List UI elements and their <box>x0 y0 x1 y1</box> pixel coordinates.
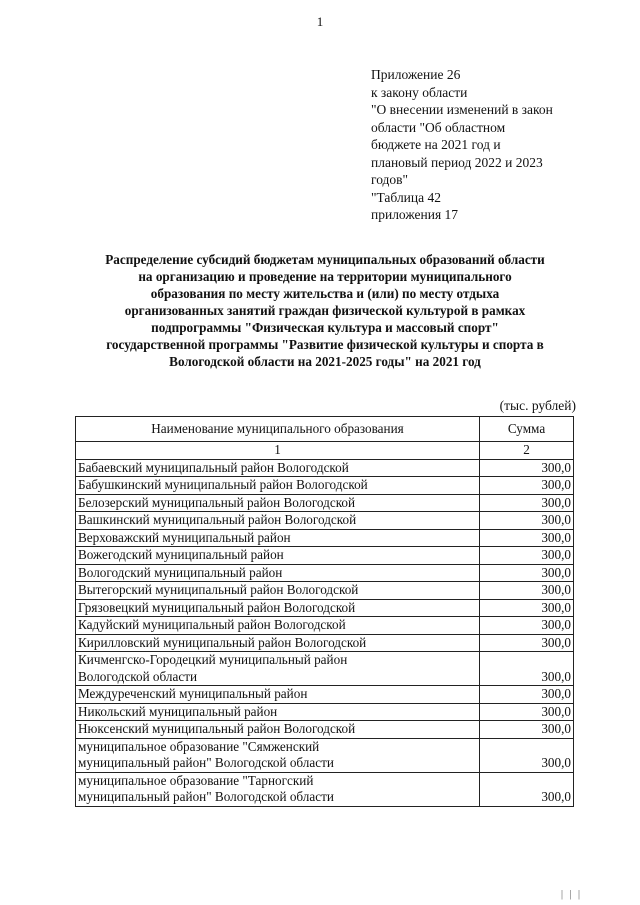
subsidy-amount: 300,0 <box>480 634 574 652</box>
table-row <box>76 494 574 512</box>
municipality-name <box>76 721 480 739</box>
municipality-name-line: Вытегорский муниципальный район Вологодской <box>78 582 359 597</box>
footer-mark: | | | <box>560 889 582 900</box>
subsidy-amount: 300,0 <box>480 494 574 512</box>
subsidy-amount: 300,0 <box>480 652 574 686</box>
title-line: образования по месту жительства и (или) по месту отдыха <box>150 286 500 301</box>
municipality-name-line: Вологодский муниципальный район <box>78 564 283 580</box>
municipality-name-line: Грязовецкий муниципальный район Вологодской <box>78 599 356 615</box>
table-row <box>76 599 574 617</box>
page-number: 1 <box>316 14 324 29</box>
column-number-row <box>76 442 574 460</box>
municipality-name-line: Кичменгско-Городецкий муниципальный район <box>78 652 348 667</box>
subsidy-amount: 300,0 <box>480 599 574 617</box>
subsidy-amount: 300,0 <box>480 547 574 565</box>
municipality-name <box>76 459 480 477</box>
municipality-name-line: Междуреченский муниципальный район <box>78 686 308 701</box>
title-line: государственной программы "Развитие физической культуры и спорта в <box>106 337 544 352</box>
municipality-name-line: Вологодской области <box>78 668 198 684</box>
table-row <box>76 617 574 635</box>
appendix-line: приложения 17 <box>371 207 459 222</box>
municipality-name <box>76 477 480 495</box>
subsidy-amount: 300,0 <box>480 686 574 704</box>
municipality-name-line: Белозерский муниципальный район Вологодской <box>78 494 356 510</box>
subsidy-amount: 300,0 <box>480 564 574 582</box>
appendix-line: плановый период 2022 и 2023 <box>371 154 543 170</box>
municipality-name <box>76 582 480 600</box>
subsidy-amount: 300,0 <box>480 703 574 721</box>
appendix-reference <box>371 66 586 224</box>
table-row <box>76 634 574 652</box>
table-row <box>76 477 574 495</box>
municipality-name-line: Верховажский муниципальный район <box>78 529 291 545</box>
table-row <box>76 547 574 565</box>
municipality-name <box>76 529 480 547</box>
municipality-name <box>76 703 480 721</box>
municipality-name-line: муниципальное образование "Тарногский <box>78 772 314 788</box>
title-line: Распределение субсидий бюджетам муниципальных образований области <box>105 252 545 267</box>
table-body <box>76 459 574 806</box>
municipality-name <box>76 634 480 652</box>
municipality-name-line: Вожегодский муниципальный район <box>78 547 284 562</box>
appendix-line: "О внесении изменений в закон <box>371 102 553 117</box>
municipality-name-line: муниципальный район" Вологодской области <box>78 789 334 804</box>
appendix-line: бюджете на 2021 год и <box>371 137 501 152</box>
table-row <box>76 686 574 704</box>
municipality-name-line: Кадуйский муниципальный район Вологодской <box>78 617 346 632</box>
table-row <box>76 512 574 530</box>
subsidy-amount: 300,0 <box>480 512 574 530</box>
municipality-name <box>76 599 480 617</box>
table-row <box>76 529 574 547</box>
municipality-name <box>76 564 480 582</box>
municipality-name <box>76 652 480 686</box>
table-row <box>76 582 574 600</box>
title-line: подпрограммы "Физическая культура и массовый спорт" <box>151 320 499 335</box>
units-label: (тыс. рублей) <box>499 398 576 413</box>
municipality-name <box>76 617 480 635</box>
title-line: на организацию и проведение на территории муниципального <box>138 269 512 284</box>
subsidy-amount: 300,0 <box>480 721 574 739</box>
subsidy-amount: 300,0 <box>480 617 574 635</box>
municipality-name <box>76 512 480 530</box>
table-row <box>76 564 574 582</box>
table-row <box>76 738 574 772</box>
column-number: 2 <box>480 442 574 460</box>
title-line: организованных занятий граждан физической культурой в рамках <box>124 303 526 318</box>
table-header-row <box>76 417 574 442</box>
subsidy-amount: 300,0 <box>480 772 574 806</box>
municipality-name-line: Вашкинский муниципальный район Вологодской <box>78 512 357 527</box>
municipality-name-line: Никольский муниципальный район <box>78 703 278 719</box>
header-amount: Сумма <box>480 417 574 442</box>
municipality-name-line: муниципальное образование "Сямженский <box>78 738 320 754</box>
subsidy-table <box>75 416 574 807</box>
appendix-line: "Таблица 42 <box>371 189 441 205</box>
table-row <box>76 772 574 806</box>
municipality-name <box>76 738 480 772</box>
table-row <box>76 703 574 721</box>
title-line: Вологодской области на 2021-2025 годы" на 2021 год <box>169 354 481 369</box>
table-row <box>76 459 574 477</box>
municipality-name-line: Кирилловский муниципальный район Вологодской <box>78 634 367 650</box>
municipality-name <box>76 772 480 806</box>
subsidy-amount: 300,0 <box>480 477 574 495</box>
appendix-line: области "Об областном <box>371 119 506 135</box>
subsidy-amount: 300,0 <box>480 582 574 600</box>
appendix-line: к закону области <box>371 84 468 100</box>
municipality-name <box>76 547 480 565</box>
appendix-line: годов" <box>371 172 409 187</box>
header-municipality: Наименование муниципального образования <box>76 417 480 442</box>
subsidy-amount: 300,0 <box>480 738 574 772</box>
municipality-name <box>76 686 480 704</box>
municipality-name-line: Бабушкинский муниципальный район Вологодской <box>78 477 368 492</box>
subsidy-amount: 300,0 <box>480 459 574 477</box>
municipality-name <box>76 494 480 512</box>
municipality-name-line: муниципальный район" Вологодской области <box>78 755 334 770</box>
table-row <box>76 721 574 739</box>
municipality-name-line: Бабаевский муниципальный район Вологодской <box>78 459 349 475</box>
municipality-name-line: Нюксенский муниципальный район Вологодской <box>78 721 356 736</box>
appendix-line: Приложение 26 <box>371 67 461 82</box>
column-number: 1 <box>76 442 480 460</box>
table-row <box>76 652 574 686</box>
subsidy-amount: 300,0 <box>480 529 574 547</box>
document-title <box>70 251 580 370</box>
